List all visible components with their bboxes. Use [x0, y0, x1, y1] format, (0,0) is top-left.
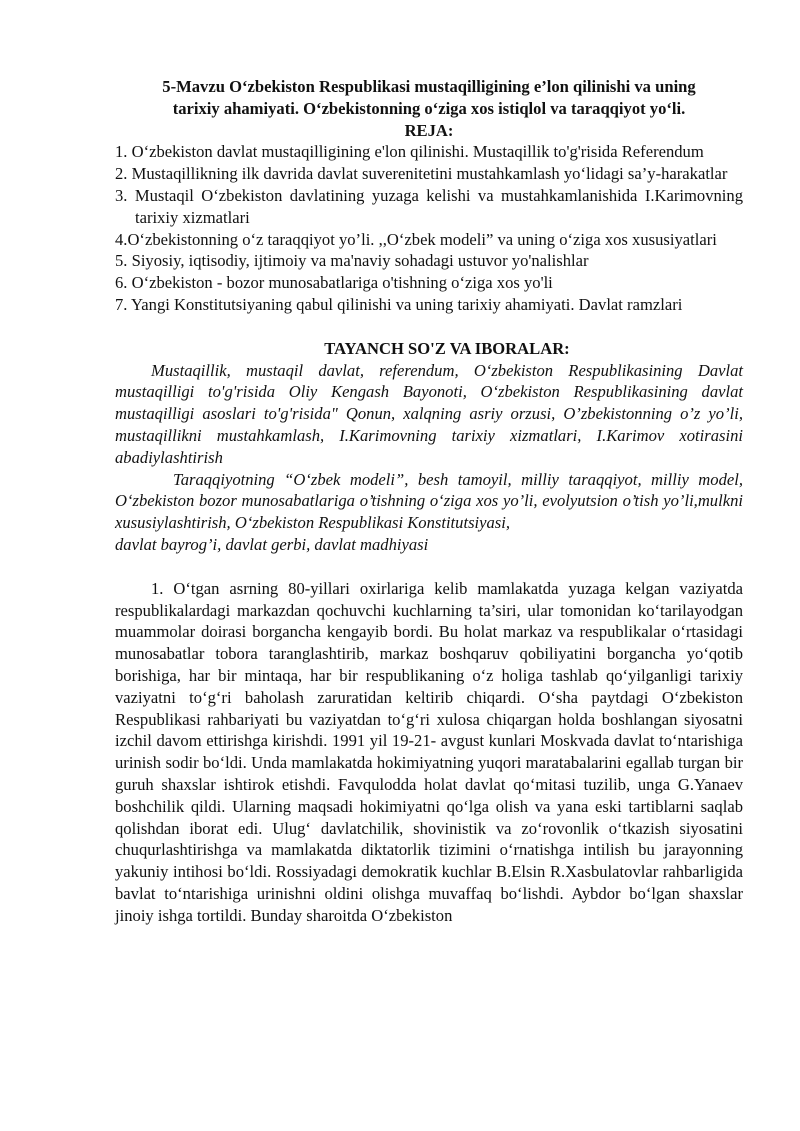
- plan-item-6: 6. O‘zbekiston - bozor munosabatlariga o'tishning o‘ziga xos yo'li: [115, 273, 553, 293]
- document-title: [115, 76, 743, 141]
- keywords-heading: TAYANCH SO'Z VA IBORALAR:: [324, 338, 570, 358]
- plan-item-2: 2. Mustaqillikning ilk davrida davlat suverenitetini mustahkamlash yo‘lidagi sa’y-harakatlar: [115, 164, 728, 184]
- keywords-paragraph-3: davlat bayrog’i, davlat gerbi, davlat madhiyasi: [115, 534, 429, 554]
- plan-item-4: 4.O‘zbekistonning o‘z taraqqiyot yo’li. ,,O‘zbek modeli” va uning o‘ziga xos xususiyatlari: [115, 229, 717, 249]
- body-paragraph-1: 1. O‘tgan asrning 80-yillari oxirlariga kelib mamlakatda yuzaga kelgan vaziyatda respublikalardagi markazdan qochuvchi kuchlarning ta’siri, ular tomonidan ko‘tarilayodgan muammolar doirasi borgancha kengayib bordi. Bu holat markaz va respublikalar o‘rtasidagi munosabatlar tobora taranglashtirib, markaz boshqaruv qobiliyatini borgancha yo‘qotib borishiga, har bir mintaqa, har bir respublikaning o‘z holiga tashlab qo‘yilganligi tarixiy vaziyatni to‘g‘ri baholash zaruratidan keltirib chiqardi. O‘sha paytdagi O‘zbekiston Respublikasi rahbariyati bu vaziyatdan to‘g‘ri xulosa chiqargan holda boshlangan siyosatni izchil davom ettirishga kirishdi. 1991 yil 19-21- avgust kunlari Moskvada davlat to‘ntarishiga urinish sodir bo‘ldi. Unda mamlakatda hokimiyatning yuqori maratabalarini egallab turgan bir guruh shaxslar ishtirok etishdi. Favqulodda holat davlat qo‘mitasi tuzilib, unga G.Yanaev boshchilik qildi. Ularning maqsadi hokimiyatni qo‘lga olish va yana eski tartiblarni saqlab qolishdan iborat edi. Ulug‘ davlatchilik, shovinistik va zo‘rovonlik o‘tkazish siyosatini chuqurlashtirishga va mamlakatda diktatorlik tizimini o‘rnatishga intilish bu jarayonning yakuniy intihosi bo‘ldi. Rossiyadagi demokratik kuchlar B.Elsin R.Xasbulatovlar rahbarligida bavlat to‘ntarishiga urinishni oldini olishga muvaffaq bo‘lishdi. Aybdor bo‘lgan shaxslar jinoiy ishga tortildi. Bunday sharoitda O‘zbekiston: [115, 578, 743, 925]
- title-line-1: 5-Mavzu O‘zbekiston Respublikasi mustaqilligining e’lon qilinishi va uning: [162, 77, 696, 96]
- section-spacer-2: [115, 556, 743, 578]
- plan-item-5: 5. Siyosiy, iqtisodiy, ijtimoiy va ma'naviy sohadagi ustuvor yo'nalishlar: [115, 251, 589, 271]
- plan-heading: REJA:: [404, 120, 454, 140]
- keywords-paragraph-1: Mustaqillik, mustaqil davlat, referendum, O‘zbekiston Respublikasining Davlat mustaqilligi to'g'risida Oliy Kengash Bayonoti, O‘zbekiston Respublikasining davlat mustaqilligi asoslari to'g'risida" Qonun, xalqning asriy orzusi, O’zbekistonning o’z yo’li, mustaqillikni mustahkamlash, I.Karimovning tarixiy xizmatlari, I.Karimov xotirasini abadiylashtirish: [115, 360, 743, 467]
- plan-list: [115, 141, 743, 315]
- plan-item-7: 7. Yangi Konstitutsiyaning qabul qilinishi va uning tarixiy ahamiyati. Davlat ramzlari: [115, 294, 683, 314]
- keywords-paragraph-2: Taraqqiyotning “O‘zbek modeli”, besh tamoyil, milliy taraqqiyot, milliy model, O‘zbekiston bozor munosabatlariga o’tishning o‘ziga xos yo’li, evolyutsion o’tish yo’li,mulkni xususiylashtirish, O‘zbekiston Respublikasi Konstitutsiyasi,: [115, 469, 743, 533]
- section-spacer: [115, 316, 743, 338]
- document-page: [115, 76, 743, 926]
- plan-item-1: 1. O‘zbekiston davlat mustaqilligining e'lon qilinishi. Mustaqillik to'g'risida Referendum: [115, 142, 704, 162]
- plan-item-3: 3. Mustaqil O‘zbekiston davlatining yuzaga kelishi va mustahkamlanishida I.Karimovning tarixiy xizmatlari: [115, 185, 743, 227]
- title-line-2: tarixiy ahamiyati. O‘zbekistonning o‘ziga xos istiqlol va taraqqiyot yo‘li.: [172, 98, 686, 118]
